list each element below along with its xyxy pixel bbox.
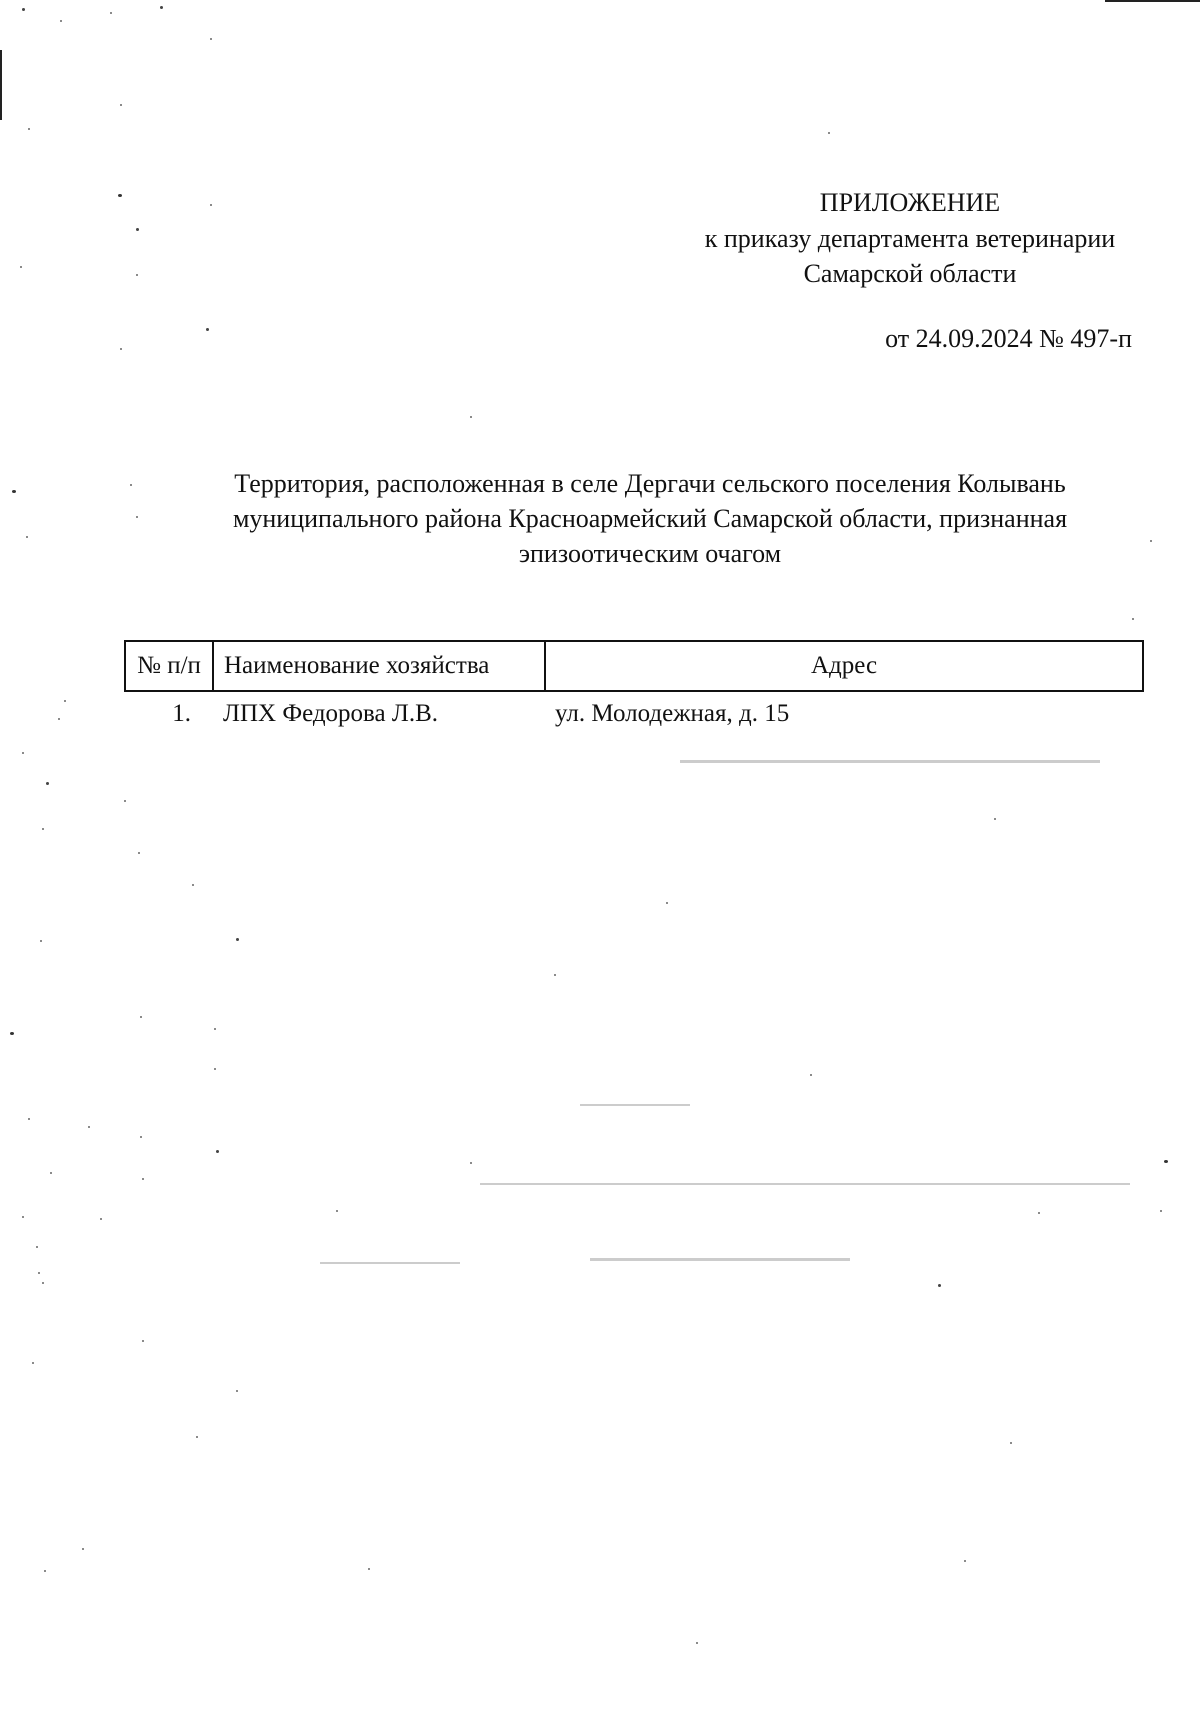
scan-speck bbox=[22, 8, 25, 11]
row-household-name: ЛПХ Федорова Л.В. bbox=[223, 700, 439, 727]
scan-speck bbox=[50, 1172, 52, 1174]
scan-speck bbox=[214, 1028, 216, 1030]
row-number: 1. bbox=[172, 700, 191, 727]
scan-speck bbox=[38, 1272, 40, 1274]
scan-speck bbox=[1150, 540, 1152, 542]
scan-speck bbox=[1038, 1212, 1040, 1214]
scan-speck bbox=[810, 1074, 812, 1076]
scan-speck bbox=[136, 516, 138, 518]
scan-speck bbox=[1160, 1210, 1162, 1212]
scan-speck bbox=[142, 1178, 144, 1180]
scan-speck bbox=[88, 1126, 90, 1128]
scan-speck bbox=[196, 1436, 198, 1438]
scan-speck bbox=[140, 1136, 142, 1138]
scan-speck bbox=[828, 132, 830, 134]
scan-speck bbox=[118, 194, 122, 197]
scan-speck bbox=[42, 828, 44, 830]
column-header-address: Адрес bbox=[545, 641, 1143, 691]
scan-speck bbox=[44, 1570, 46, 1572]
scan-speck bbox=[124, 800, 126, 802]
bleed-through-line bbox=[480, 1183, 1130, 1185]
scan-speck bbox=[136, 228, 139, 231]
scan-speck bbox=[160, 6, 163, 9]
scan-speck bbox=[138, 852, 140, 854]
scan-speck bbox=[22, 752, 24, 754]
scan-speck bbox=[1132, 618, 1134, 620]
scan-speck bbox=[120, 348, 122, 350]
scan-speck bbox=[192, 884, 194, 886]
bleed-through-smudge bbox=[580, 1104, 690, 1106]
column-header-number: № п/п bbox=[125, 641, 213, 691]
scan-speck bbox=[142, 1340, 144, 1342]
scan-speck bbox=[470, 416, 472, 418]
scan-edge-line bbox=[1105, 0, 1200, 2]
scan-speck bbox=[938, 1284, 941, 1287]
scan-speck bbox=[22, 1216, 24, 1218]
scan-speck bbox=[470, 1162, 472, 1164]
scan-speck bbox=[60, 20, 62, 22]
scan-speck bbox=[40, 940, 42, 942]
scan-speck bbox=[64, 700, 66, 702]
scan-speck bbox=[20, 266, 22, 268]
scan-speck bbox=[42, 1282, 44, 1284]
scan-speck bbox=[120, 104, 122, 106]
scan-speck bbox=[10, 1032, 14, 1035]
table-header-row bbox=[125, 641, 1143, 691]
scan-speck bbox=[26, 536, 28, 538]
bleed-through-smudge bbox=[320, 1262, 460, 1264]
scan-speck bbox=[58, 718, 60, 720]
document-title: Территория, расположенная в селе Дергачи сельского поселения Колывань муниципального района Красноармейский Самарской области, признанная эпизоотическим очагом bbox=[232, 469, 1068, 568]
scan-speck bbox=[110, 12, 112, 14]
scan-speck bbox=[214, 1068, 216, 1070]
column-header-household: Наименование хозяйства bbox=[213, 641, 545, 691]
scan-speck bbox=[368, 1568, 370, 1570]
bleed-through-smudge bbox=[680, 760, 1100, 763]
scan-edge-mark bbox=[0, 50, 2, 120]
households-table bbox=[124, 640, 1144, 736]
scan-speck bbox=[236, 1390, 238, 1392]
scan-speck bbox=[336, 1210, 338, 1212]
scan-speck bbox=[12, 490, 16, 493]
scan-speck bbox=[28, 1118, 30, 1120]
scan-speck bbox=[136, 274, 138, 276]
scan-speck bbox=[964, 1560, 966, 1562]
scan-speck bbox=[1010, 1442, 1012, 1444]
scan-speck bbox=[140, 1016, 142, 1018]
row-address: ул. Молодежная, д. 15 bbox=[555, 700, 790, 727]
scan-speck bbox=[994, 818, 996, 820]
table-row bbox=[125, 691, 1143, 736]
scan-speck bbox=[100, 1218, 102, 1220]
scan-speck bbox=[130, 484, 132, 486]
order-reference: от 24.09.2024 № 497-п bbox=[885, 324, 1132, 353]
appendix-title: ПРИЛОЖЕНИЕ bbox=[819, 188, 1001, 217]
scan-speck bbox=[216, 1150, 219, 1153]
scan-speck bbox=[210, 204, 212, 206]
scan-speck bbox=[210, 38, 212, 40]
appendix-region-line: Самарской области bbox=[803, 259, 1017, 288]
scan-speck bbox=[666, 902, 668, 904]
scan-speck bbox=[696, 1642, 698, 1644]
appendix-order-line: к приказу департамента ветеринарии bbox=[704, 224, 1116, 253]
scan-speck bbox=[554, 974, 556, 976]
scan-speck bbox=[1164, 1160, 1168, 1163]
bleed-through-smudge bbox=[590, 1258, 850, 1261]
scan-speck bbox=[32, 1362, 34, 1364]
scan-speck bbox=[82, 1548, 84, 1550]
scan-speck bbox=[236, 938, 239, 941]
scan-speck bbox=[46, 782, 49, 785]
scan-speck bbox=[36, 1246, 38, 1248]
scan-speck bbox=[206, 328, 209, 331]
scan-speck bbox=[28, 128, 30, 130]
